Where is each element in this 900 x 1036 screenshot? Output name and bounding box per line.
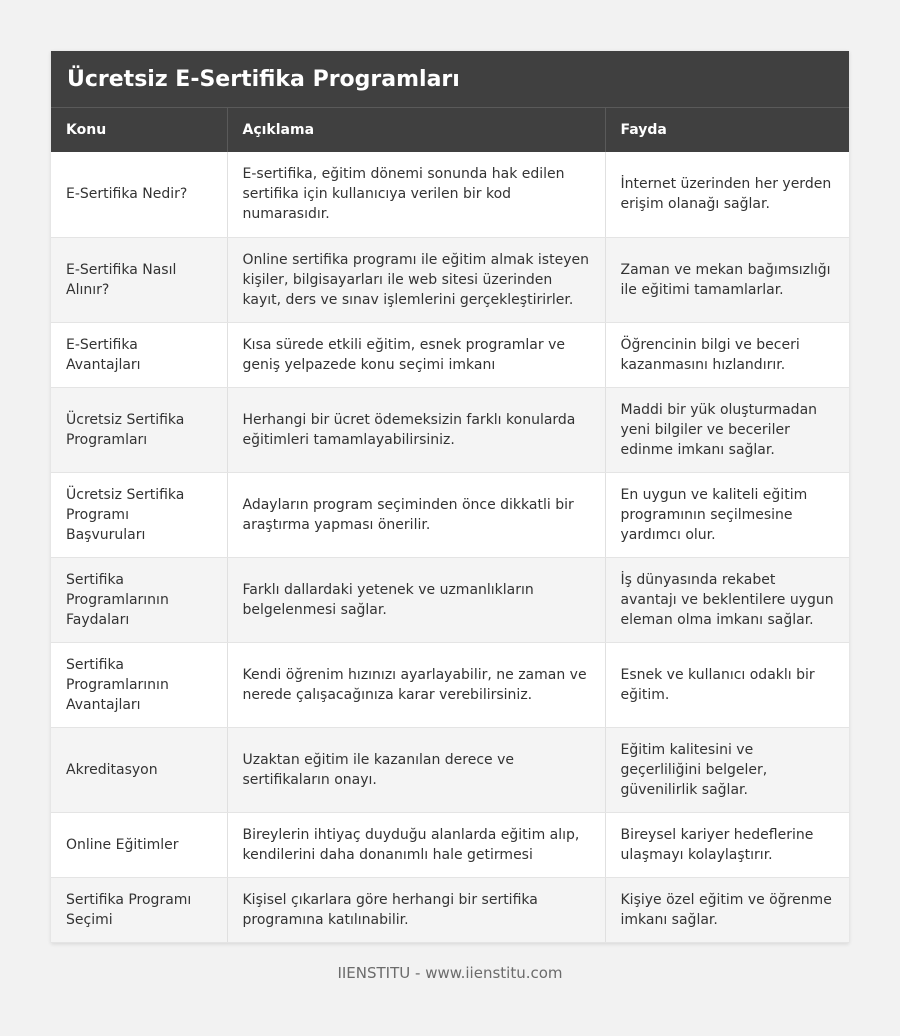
- column-header-konu: Konu: [51, 108, 227, 152]
- cell-fayda: Bireysel kariyer hedeflerine ulaşmayı kolaylaştırır.: [605, 812, 849, 877]
- cell-konu: Ücretsiz Sertifika Programları: [51, 387, 227, 472]
- cell-aciklama: Bireylerin ihtiyaç duyduğu alanlarda eğitim alıp, kendilerini daha donanımlı hale getirmesi: [227, 812, 605, 877]
- cell-fayda: Eğitim kalitesini ve geçerliliğini belgeler, güvenilirlik sağlar.: [605, 727, 849, 812]
- header-row: [51, 108, 849, 152]
- table-row: [51, 322, 849, 387]
- cell-fayda: Zaman ve mekan bağımsızlığı ile eğitimi tamamlarlar.: [605, 237, 849, 322]
- table-row: [51, 812, 849, 877]
- table-row: [51, 877, 849, 942]
- table-row: [51, 152, 849, 237]
- column-header-aciklama: Açıklama: [227, 108, 605, 152]
- cell-fayda: Esnek ve kullanıcı odaklı bir eğitim.: [605, 642, 849, 727]
- cell-aciklama: Herhangi bir ücret ödemeksizin farklı konularda eğitimleri tamamlayabilirsiniz.: [227, 387, 605, 472]
- data-table: [51, 108, 849, 943]
- cell-konu: Online Eğitimler: [51, 812, 227, 877]
- table-card: [51, 51, 849, 943]
- cell-aciklama: E-sertifika, eğitim dönemi sonunda hak edilen sertifika için kullanıcıya verilen bir kod numarasıdır.: [227, 152, 605, 237]
- cell-fayda: İnternet üzerinden her yerden erişim olanağı sağlar.: [605, 152, 849, 237]
- cell-aciklama: Farklı dallardaki yetenek ve uzmanlıkların belgelenmesi sağlar.: [227, 557, 605, 642]
- table-row: [51, 387, 849, 472]
- table-row: [51, 237, 849, 322]
- table-row: [51, 727, 849, 812]
- table-row: [51, 557, 849, 642]
- cell-fayda: Maddi bir yük oluşturmadan yeni bilgiler ve beceriler edinme imkanı sağlar.: [605, 387, 849, 472]
- cell-aciklama: Adayların program seçiminden önce dikkatli bir araştırma yapması önerilir.: [227, 472, 605, 557]
- footer-credit: IIENSTITU - www.iienstitu.com: [337, 964, 563, 982]
- cell-fayda: Öğrencinin bilgi ve beceri kazanmasını hızlandırır.: [605, 322, 849, 387]
- cell-konu: E-Sertifika Nedir?: [51, 152, 227, 237]
- cell-konu: Sertifika Programlarının Faydaları: [51, 557, 227, 642]
- column-header-fayda: Fayda: [605, 108, 849, 152]
- cell-fayda: En uygun ve kaliteli eğitim programının seçilmesine yardımcı olur.: [605, 472, 849, 557]
- cell-fayda: İş dünyasında rekabet avantajı ve beklentilere uygun eleman olma imkanı sağlar.: [605, 557, 849, 642]
- cell-konu: E-Sertifika Avantajları: [51, 322, 227, 387]
- cell-konu: Ücretsiz Sertifika Programı Başvuruları: [51, 472, 227, 557]
- cell-konu: Sertifika Programı Seçimi: [51, 877, 227, 942]
- table-title: Ücretsiz E-Sertifika Programları: [51, 51, 849, 108]
- cell-aciklama: Kişisel çıkarlara göre herhangi bir sertifika programına katılınabilir.: [227, 877, 605, 942]
- table-row: [51, 642, 849, 727]
- cell-aciklama: Kısa sürede etkili eğitim, esnek programlar ve geniş yelpazede konu seçimi imkanı: [227, 322, 605, 387]
- cell-aciklama: Uzaktan eğitim ile kazanılan derece ve sertifikaların onayı.: [227, 727, 605, 812]
- cell-konu: E-Sertifika Nasıl Alınır?: [51, 237, 227, 322]
- cell-konu: Akreditasyon: [51, 727, 227, 812]
- cell-aciklama: Kendi öğrenim hızınızı ayarlayabilir, ne zaman ve nerede çalışacağınıza karar verebilirsiniz.: [227, 642, 605, 727]
- table-row: [51, 472, 849, 557]
- cell-fayda: Kişiye özel eğitim ve öğrenme imkanı sağlar.: [605, 877, 849, 942]
- cell-aciklama: Online sertifika programı ile eğitim almak isteyen kişiler, bilgisayarları ile web sitesi üzerinden kayıt, ders ve sınav işlemlerini gerçekleştirirler.: [227, 237, 605, 322]
- cell-konu: Sertifika Programlarının Avantajları: [51, 642, 227, 727]
